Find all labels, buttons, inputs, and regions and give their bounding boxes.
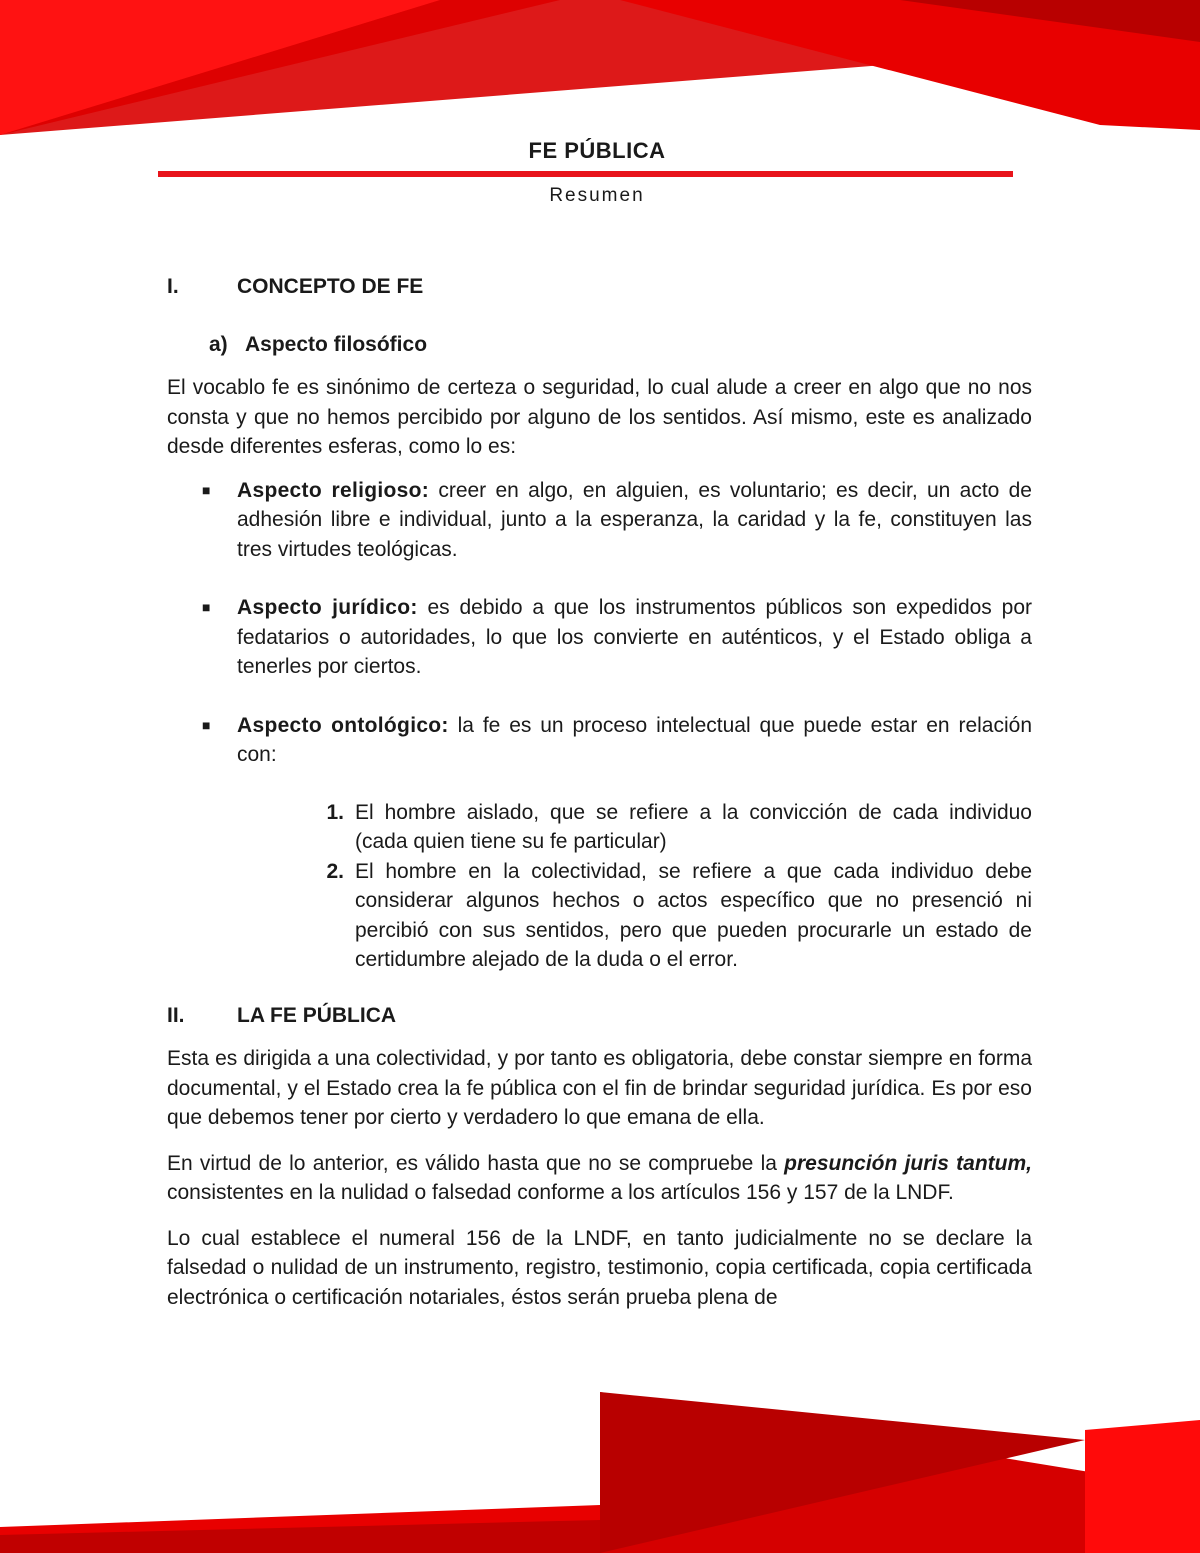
section-number: II. — [167, 1003, 185, 1027]
emphasis-text: presunción juris tantum, — [784, 1151, 1032, 1175]
list-item — [167, 711, 1032, 770]
numbered-item-text: El hombre en la colectividad, se refiere a que cada individuo debe considerar algunos hechos o actos específico que no presenció ni percibió con sus sentidos, pero que pueden procurarle un estado de certidumbre alejado de la duda o el error. — [355, 859, 1032, 971]
section-title: LA FE PÚBLICA — [237, 1003, 397, 1027]
numbered-item-text: El hombre aislado, que se refiere a la convicción de cada individuo (cada quien tiene su fe particular) — [355, 800, 1032, 853]
page-title: FE PÚBLICA — [528, 138, 666, 163]
list-item — [167, 476, 1032, 565]
numbered-list — [167, 798, 1032, 975]
list-item-label: Aspecto religioso: — [237, 478, 430, 502]
square-bullet-icon: ■ — [202, 481, 211, 498]
list-item-body: la fe es un proceso intelectual que puede estar en relación con: — [237, 713, 1033, 766]
square-bullet-icon: ■ — [202, 599, 211, 615]
subsection-title: Aspecto filosófico — [245, 332, 428, 356]
paragraph: Lo cual establece el numeral 156 de la LNDF, en tanto judicialmente no se declare la falsedad o nulidad de un instrumento, registro, testimonio, copia certificada, copia certificada electrónica o certificación notariales, éstos serán prueba plena de — [167, 1226, 1032, 1309]
numbered-item-number: 1. — [326, 800, 344, 824]
page-subtitle: Resumen — [549, 185, 645, 206]
section-heading-1 — [167, 272, 1032, 302]
list-item-body: es debido a que los instrumentos públicos son expedidos por fedatarios o autoridades, lo que los convierte en auténticos, y el Estado obliga a tenerles por ciertos. — [237, 596, 1032, 678]
subsection-letter: a) — [209, 332, 228, 356]
subsection-heading — [209, 330, 1032, 360]
list-item-label: Aspecto jurídico: — [237, 596, 418, 619]
section-heading-2 — [167, 1001, 1032, 1031]
document-body — [167, 272, 1032, 1312]
title-underline — [158, 171, 1013, 177]
square-bullet-icon: ■ — [202, 716, 211, 733]
intro-paragraph: El vocablo fe es sinónimo de certeza o seguridad, lo cual alude a creer en algo que no nos consta y que no hemos percibido por alguno de los sentidos. Así mismo, este es analizado desde diferentes esferas, como lo es: — [167, 376, 1032, 458]
aspect-list — [167, 476, 1032, 770]
paragraph — [167, 1149, 1032, 1208]
list-item-text — [237, 711, 1032, 770]
paragraph-text: En virtud de lo anterior, es válido hasta que no se compruebe la — [167, 1151, 785, 1175]
numbered-item — [167, 798, 1032, 857]
list-item — [167, 593, 1032, 682]
list-item-body: creer en algo, en alguien, es voluntario; es decir, un acto de adhesión libre e individual, junto a la esperanza, la caridad y la fe, constituyen las tres virtudes teológicas. — [237, 478, 1032, 561]
paragraph-text: consistentes en la nulidad o falsedad conforme a los artículos 156 y 157 de la LNDF. — [167, 1181, 954, 1204]
paragraph: Esta es dirigida a una colectividad, y por tanto es obligatoria, debe constar siempre en forma documental, y el Estado crea la fe pública con el fin de brindar seguridad jurídica. Es por eso que debemos tener por cierto y verdadero lo que emana de ella. — [167, 1047, 1032, 1129]
list-item-text — [237, 476, 1032, 565]
numbered-item-number: 2. — [326, 859, 344, 883]
section-number: I. — [167, 275, 179, 298]
numbered-item — [167, 857, 1032, 975]
list-item-label: Aspecto ontológico: — [237, 713, 449, 737]
section-title: CONCEPTO DE FE — [237, 275, 424, 298]
list-item-text — [237, 593, 1032, 682]
